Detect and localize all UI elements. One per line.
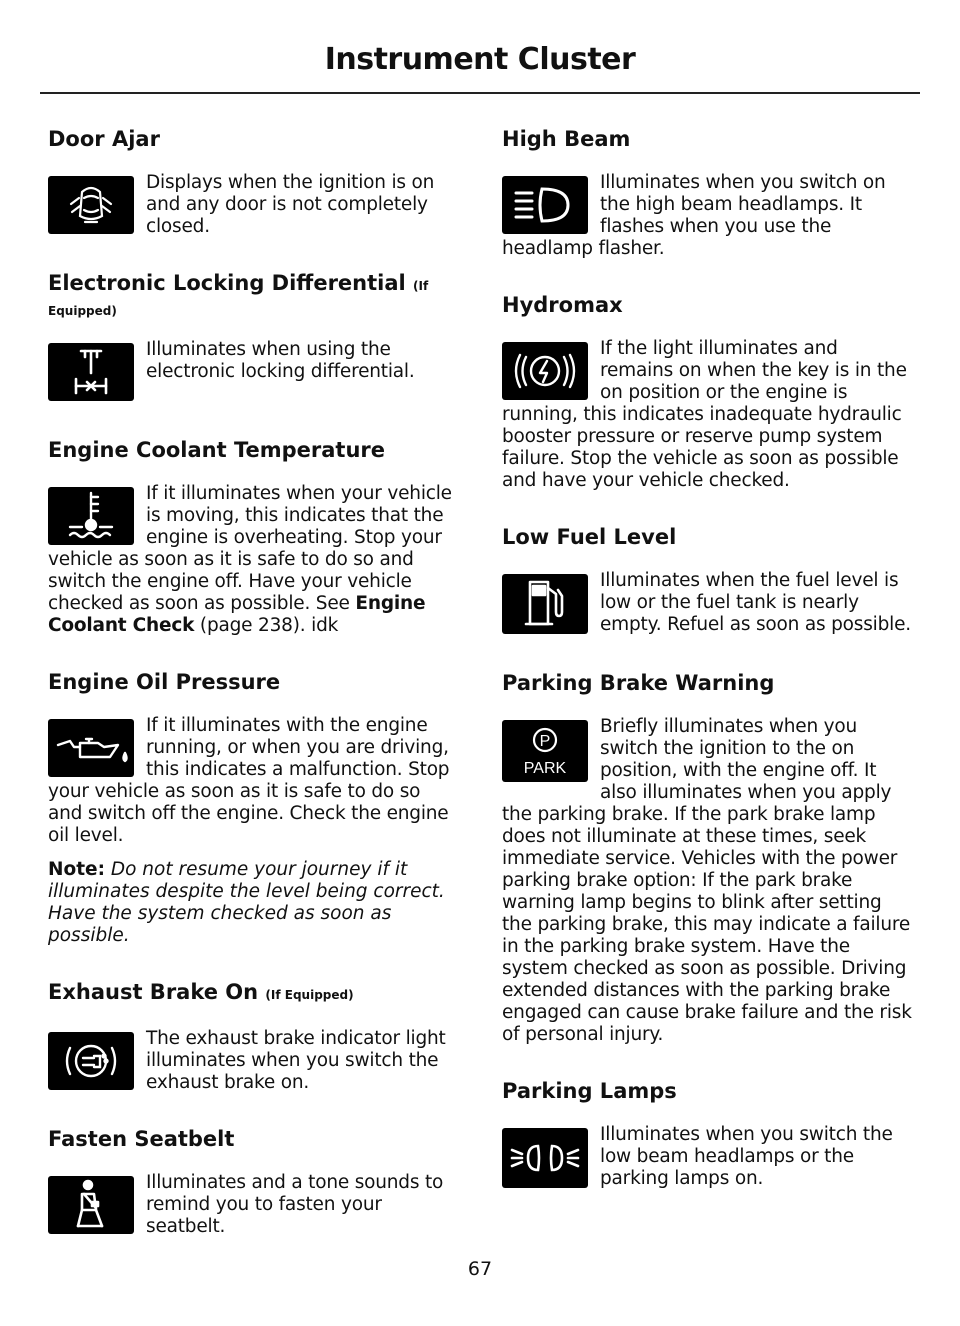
section-title-main: Electronic Locking Differential (48, 271, 406, 295)
section-door-ajar (48, 124, 460, 238)
section-title: Fasten Seatbelt (48, 1127, 235, 1151)
left-column (48, 124, 460, 1268)
note-text: Do not resume your journey if it illuminates despite the level being correct. Have the system checked as soon as possible. (48, 859, 445, 946)
parking-lamps-icon (502, 1128, 588, 1188)
section-title: Engine Oil Pressure (48, 670, 281, 694)
section-title-main: Exhaust Brake On (48, 980, 259, 1004)
section-text: Displays when the ignition is on and any door is not completely closed. (146, 172, 435, 237)
section-text: If it illuminates with the engine running, or when you are driving, this indicates a malfunction. Stop your vehicle as soon as it is safe to do so and switch off the engine. Check the engine oil level. (48, 715, 450, 846)
section-title: High Beam (502, 127, 631, 151)
right-column (502, 124, 914, 1222)
page-reference: (page 238). idk (194, 615, 339, 636)
parking-brake-icon (502, 720, 588, 782)
note-label: Note: (48, 859, 105, 880)
oil-pressure-icon (48, 719, 134, 777)
seatbelt-icon (48, 1176, 134, 1234)
section-title: Hydromax (502, 293, 623, 317)
note (48, 859, 460, 947)
section-locking-differential (48, 268, 460, 405)
section-hydromax (502, 290, 914, 492)
section-exhaust-brake (48, 977, 460, 1094)
section-text: The exhaust brake indicator light illuminates when you switch the exhaust brake on. (146, 1028, 446, 1093)
section-text-main: If it illuminates when your vehicle is moving, this indicates that the engine is overheating. Stop your vehicle as soon as it is safe to do so and switch the engine off. Have your vehicle checked as soon as possible. See (48, 483, 452, 614)
section-title-suffix: (If Equipped) (265, 988, 354, 1002)
section-title: Low Fuel Level (502, 525, 677, 549)
section-text: Briefly illuminates when you switch the ignition to the on position, with the engine off. It also illuminates when you apply the parking brake. If the park brake lamp does not illuminate at these times, seek immediate service. Vehicles with the power parking brake option: If the park brake warning lamp begins to blink after setting the parking brake, this may indicate a failure in the parking brake system. Have the system checked as soon as possible. Driving extended distances with the parking brake engaged can cause brake failure and the risk of personal injury. (502, 716, 912, 1045)
page-header (40, 40, 920, 94)
section-text: Illuminates when you switch the low beam headlamps or the parking lamps on. (600, 1124, 893, 1189)
hydromax-icon (502, 342, 588, 400)
section-title: Engine Coolant Temperature (48, 438, 386, 462)
parking-brake-icon-letter: P (539, 733, 551, 750)
section-text: Illuminates when you switch on the high beam headlamps. It flashes when you use the headlamp flasher. (502, 172, 886, 259)
section-parking-brake (502, 668, 914, 1046)
section-title: Parking Lamps (502, 1079, 677, 1103)
page-title: Instrument Cluster (324, 42, 636, 77)
section-title (48, 268, 460, 301)
section-text: Illuminates when using the electronic locking differential. (146, 339, 415, 382)
fuel-pump-icon (502, 574, 588, 634)
parking-brake-icon-label: PARK (523, 760, 567, 777)
cross-reference-link[interactable]: Engine Coolant Check (48, 593, 426, 636)
section-low-fuel (502, 522, 914, 638)
section-text: If the light illuminates and remains on when the key is in the on position or the engine is running, this indicates inadequate hydraulic booster pressure or reserve pump system failure. Stop the vehicle as soon as possible and have your vehicle checked. (502, 338, 907, 491)
locking-differential-icon (48, 343, 134, 401)
high-beam-icon (502, 176, 588, 234)
section-title: Door Ajar (48, 127, 160, 151)
section-title-equipped: Equipped) (48, 304, 117, 318)
coolant-temperature-icon (48, 487, 134, 545)
section-title (48, 977, 460, 1010)
section-high-beam (502, 124, 914, 260)
section-oil-pressure (48, 667, 460, 947)
exhaust-brake-icon (48, 1032, 134, 1090)
door-ajar-icon (48, 176, 134, 234)
section-seatbelt (48, 1124, 460, 1238)
section-title: Parking Brake Warning (502, 671, 775, 695)
section-text: Illuminates and a tone sounds to remind you to fasten your seatbelt. (146, 1172, 444, 1237)
section-coolant (48, 435, 460, 637)
section-title-suffix: (If (413, 279, 429, 293)
section-text: Illuminates when the fuel level is low or the fuel tank is nearly empty. Refuel as soon as possible. (600, 570, 911, 635)
page-number: 67 (467, 1258, 493, 1280)
section-parking-lamps (502, 1076, 914, 1192)
